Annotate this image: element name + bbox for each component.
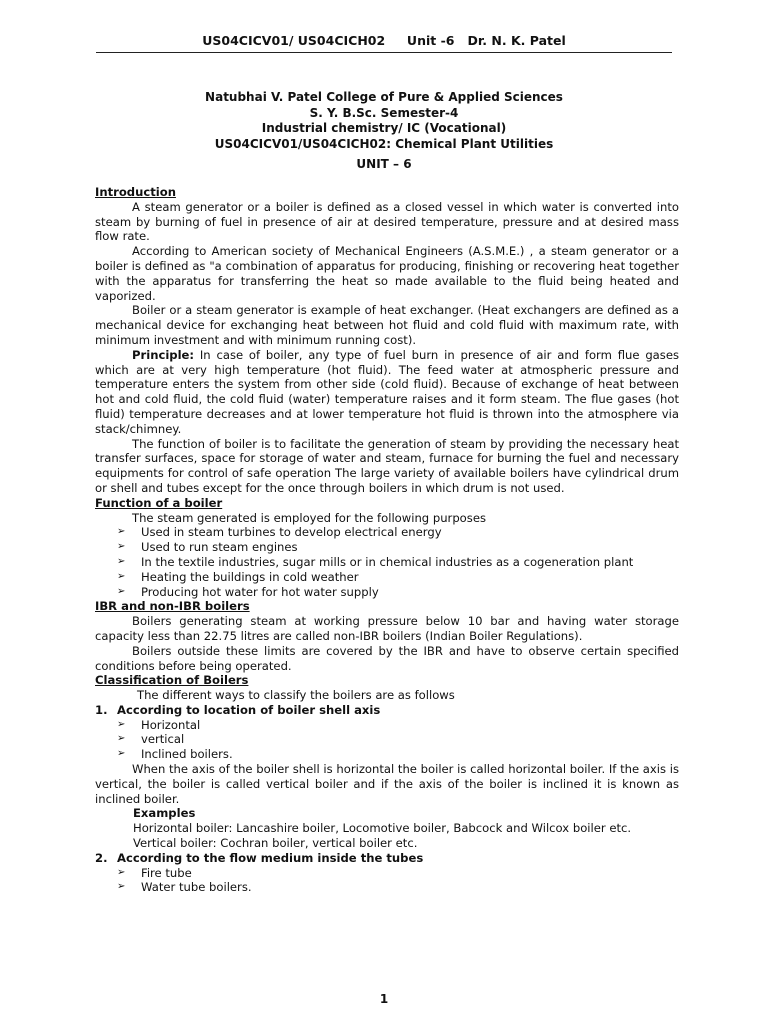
function-list xyxy=(95,525,679,599)
list-item: ➢ vertical xyxy=(95,732,679,747)
unit-title: UNIT – 6 xyxy=(356,157,412,171)
shell-axis-paragraph: When the axis of the boiler shell is horizontal the boiler is called horizontal boiler. If the axis is vertical, the boiler is called vertical boiler and if the axis of the boiler is inclined it is known as inclined boiler. xyxy=(95,762,679,806)
function-lead: The steam generated is employed for the following purposes xyxy=(132,510,486,525)
intro-paragraph-3: Boiler or a steam generator is example of heat exchanger. (Heat exchangers are defined as a mechanical device for exchanging heat between hot fluid and cold fluid with maximum rate, with minimum investment and with minimum running cost). xyxy=(95,303,679,347)
intro-paragraph-1: A steam generator or a boiler is defined as a closed vessel in which water is converted into steam by burning of fuel in presence of air at desired temperature, pressure and at desired mass flow rate. xyxy=(95,199,679,244)
classification-heading: Classification of Boilers xyxy=(95,673,249,688)
list-item: ➢ Heating the buildings in cold weather xyxy=(95,570,679,585)
list-item: ➢ Used in steam turbines to develop electrical energy xyxy=(95,525,679,540)
section-2-number: 2. xyxy=(95,850,108,865)
list-item: ➢ Used to run steam engines xyxy=(95,540,679,555)
document-body xyxy=(95,185,679,895)
example-horizontal: Horizontal boiler: Lancashire boiler, Locomotive boiler, Babcock and Wilcox boiler etc. xyxy=(133,821,632,836)
list-item: ➢ Inclined boilers. xyxy=(95,747,679,762)
college-name: Natubhai V. Patel College of Pure & Applied Sciences xyxy=(205,90,563,104)
list-item: ➢ Producing hot water for hot water supply xyxy=(95,585,679,600)
list-item: ➢ Horizontal xyxy=(95,718,679,733)
ibr-paragraph-1: Boilers generating steam at working pressure below 10 bar and having water storage capacity less than 22.75 litres are called non-IBR boilers (Indian Boiler Regulations). xyxy=(95,614,679,643)
principle-paragraph xyxy=(95,348,679,437)
list-item: ➢ Fire tube xyxy=(95,866,679,881)
section-1-number: 1. xyxy=(95,702,108,717)
class-name: S. Y. B.Sc. Semester-4 xyxy=(309,105,459,120)
intro-paragraph-5: The function of boiler is to facilitate the generation of steam by providing the necessary heat transfer surfaces, space for storage of water and steam, furnace for burning the fuel and necessary equipments for control of safe operation The large variety of available boilers have cylindrical drum or shell and tubes except for the once through boilers in which drum is not used. xyxy=(95,436,679,495)
list-item: ➢ Water tube boilers. xyxy=(95,880,679,895)
classification-lead: The different ways to classify the boilers are as follows xyxy=(137,688,455,703)
section-1-title-text: According to location of boiler shell axis xyxy=(117,702,381,717)
example-vertical: Vertical boiler: Cochran boiler, vertical boiler etc. xyxy=(133,836,418,851)
ibr-heading: IBR and non-IBR boilers xyxy=(95,599,250,614)
examples-label: Examples xyxy=(133,806,196,821)
principle-text: In case of boiler, any type of fuel burn in presence of air and form flue gases which are at very high temperature (hot fluid). The feed water at atmospheric pressure and temperature enters the system from other side (cold fluid). Because of exchange of heat between hot and cold fluid, the cold fluid (water) temperature raises and it form steam. The flue gases (hot fluid) temperature decreases and at lower temperature hot fluid is thrown into the atmosphere via stack/chimney. xyxy=(95,347,679,436)
page-number: 1 xyxy=(379,992,389,1006)
subject-name: Industrial chemistry/ IC (Vocational) xyxy=(261,121,507,135)
title-block xyxy=(96,90,672,173)
function-heading: Function of a boiler xyxy=(95,495,223,510)
section-2-title-text: According to the flow medium inside the tubes xyxy=(117,850,424,865)
section-1-title xyxy=(95,703,679,718)
ibr-paragraph-2: Boilers outside these limits are covered by the IBR and have to observe certain specified conditions before being operated. xyxy=(95,643,679,673)
section-2-title xyxy=(95,851,679,866)
list-item: ➢ In the textile industries, sugar mills or in chemical industries as a cogeneration plant xyxy=(95,555,679,570)
introduction-heading: Introduction xyxy=(95,185,176,199)
intro-paragraph-2: According to American society of Mechanical Engineers (A.S.M.E.) , a steam generator or a boiler is defined as "a combination of apparatus for producing, finishing or recovering heat together with the apparatus for transferring the heat so made available to the fluid being heated and vaporized. xyxy=(95,244,679,303)
paper-name: US04CICV01/US04CICH02: Chemical Plant Utilities xyxy=(214,136,554,151)
running-header: US04CICV01/ US04CICH02 Unit -6 Dr. N. K. Patel xyxy=(96,33,672,53)
principle-label: Principle: xyxy=(132,347,195,362)
flow-medium-list xyxy=(95,866,679,896)
shell-axis-list xyxy=(95,718,679,762)
